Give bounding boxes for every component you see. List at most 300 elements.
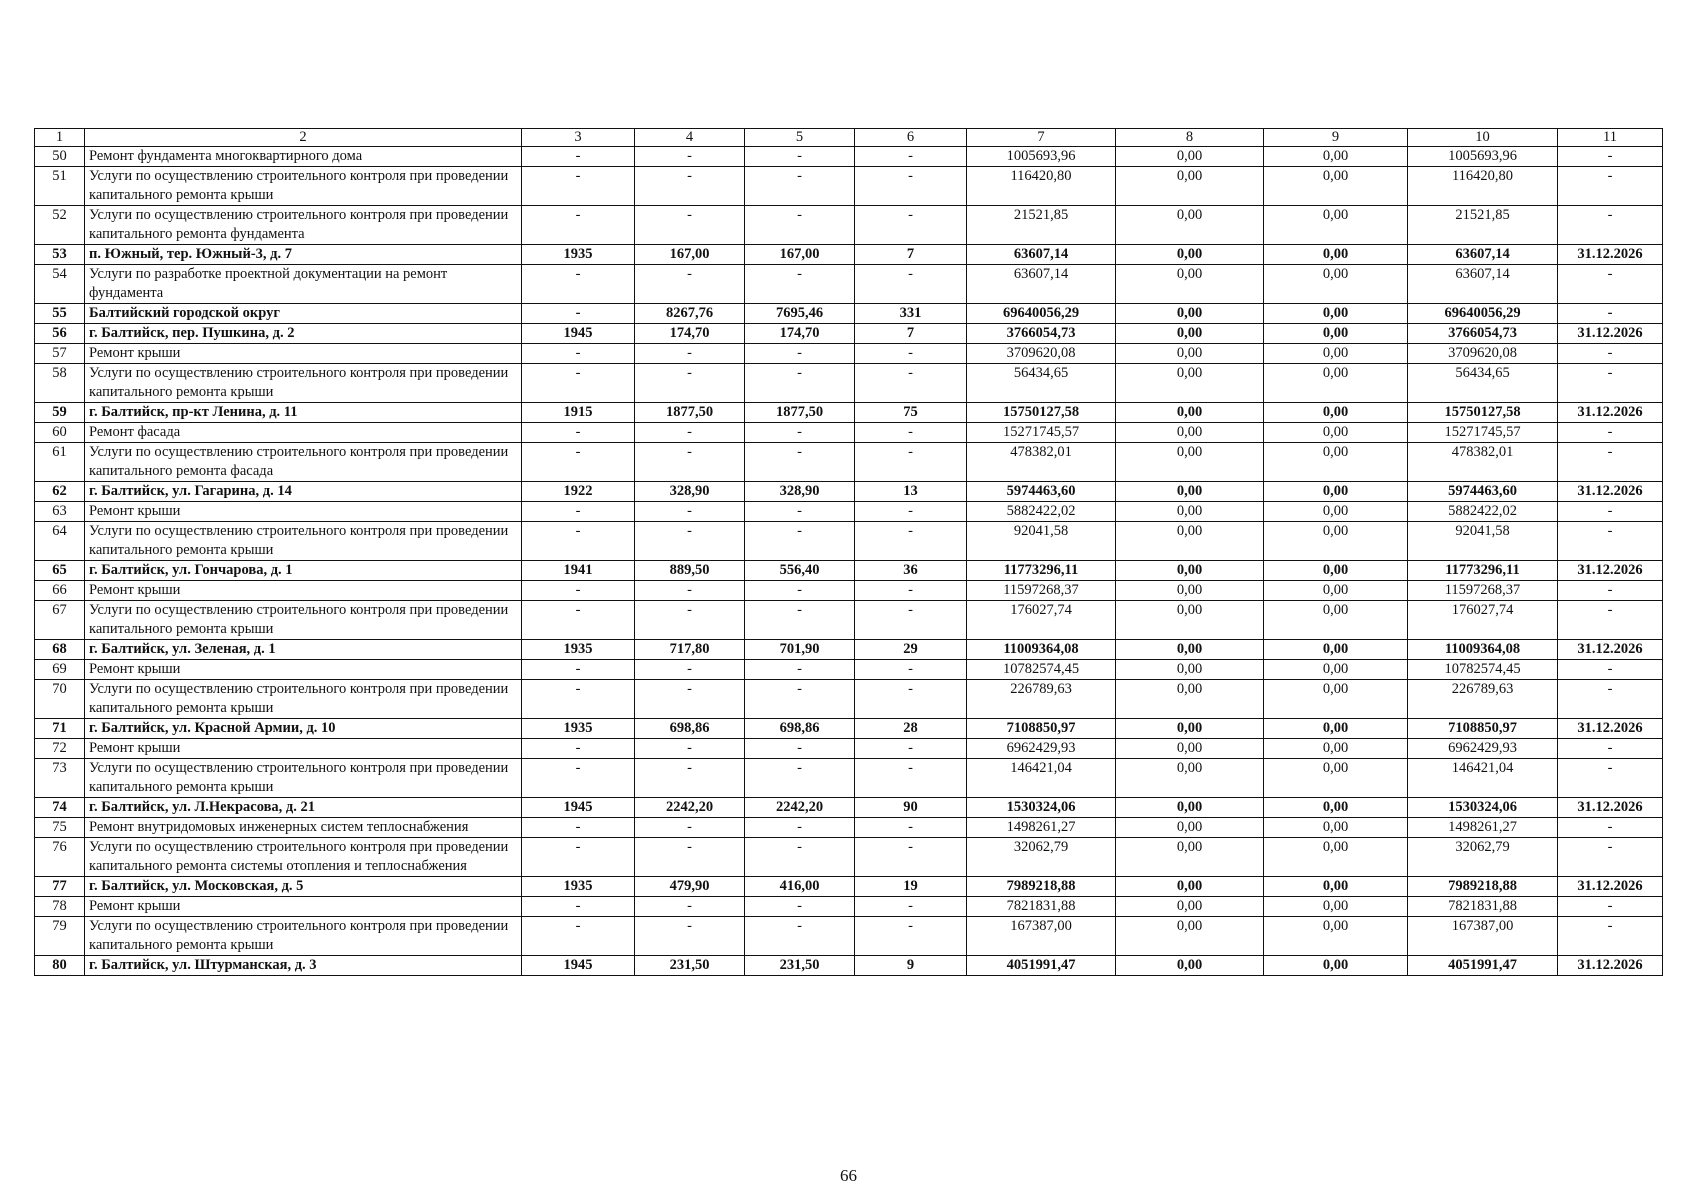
area-total-cell: - xyxy=(635,581,745,601)
header-cell: 6 xyxy=(855,129,967,147)
row-number-cell: 72 xyxy=(35,739,85,759)
owners-cost-cell: 176027,74 xyxy=(1408,601,1558,640)
area-living-cell: - xyxy=(745,818,855,838)
area-living-cell: - xyxy=(745,680,855,719)
deadline-cell: - xyxy=(1558,759,1663,798)
fund-cost-cell: 0,00 xyxy=(1116,344,1264,364)
description-cell: Услуги по осуществлению строительного контроля при проведении капитального ремонта крыши xyxy=(85,759,522,798)
fund-cost-cell: 0,00 xyxy=(1116,660,1264,680)
table-row xyxy=(35,502,1663,522)
description-cell: г. Балтийск, пер. Пушкина, д. 2 xyxy=(85,324,522,344)
budget-cost-cell: 0,00 xyxy=(1264,147,1408,167)
residents-cell: - xyxy=(855,423,967,443)
year-cell: - xyxy=(522,167,635,206)
area-total-cell: - xyxy=(635,423,745,443)
residents-cell: 9 xyxy=(855,956,967,976)
deadline-cell: 31.12.2026 xyxy=(1558,719,1663,739)
description-cell: Услуги по осуществлению строительного контроля при проведении капитального ремонта крыши xyxy=(85,601,522,640)
area-living-cell: 556,40 xyxy=(745,561,855,581)
area-living-cell: - xyxy=(745,265,855,304)
year-cell: - xyxy=(522,917,635,956)
year-cell: - xyxy=(522,147,635,167)
year-cell: 1915 xyxy=(522,403,635,423)
description-cell: Ремонт крыши xyxy=(85,581,522,601)
budget-cost-cell: 0,00 xyxy=(1264,640,1408,660)
area-total-cell: - xyxy=(635,838,745,877)
description-cell: г. Балтийск, ул. Гончарова, д. 1 xyxy=(85,561,522,581)
description-cell: Балтийский городской округ xyxy=(85,304,522,324)
year-cell: - xyxy=(522,344,635,364)
table-row xyxy=(35,759,1663,798)
owners-cost-cell: 226789,63 xyxy=(1408,680,1558,719)
description-cell: Услуги по осуществлению строительного контроля при проведении капитального ремонта фасада xyxy=(85,443,522,482)
description-cell: г. Балтийск, ул. Л.Некрасова, д. 21 xyxy=(85,798,522,818)
row-number-cell: 66 xyxy=(35,581,85,601)
area-living-cell: - xyxy=(745,838,855,877)
budget-cost-cell: 0,00 xyxy=(1264,443,1408,482)
table-row xyxy=(35,838,1663,877)
budget-cost-cell: 0,00 xyxy=(1264,719,1408,739)
description-cell: Ремонт крыши xyxy=(85,344,522,364)
fund-cost-cell: 0,00 xyxy=(1116,759,1264,798)
description-cell: Ремонт крыши xyxy=(85,897,522,917)
area-living-cell: - xyxy=(745,344,855,364)
total-cost-cell: 3766054,73 xyxy=(967,324,1116,344)
year-cell: - xyxy=(522,522,635,561)
row-number-cell: 71 xyxy=(35,719,85,739)
row-number-cell: 53 xyxy=(35,245,85,265)
owners-cost-cell: 1498261,27 xyxy=(1408,818,1558,838)
year-cell: - xyxy=(522,304,635,324)
residents-cell: 13 xyxy=(855,482,967,502)
deadline-cell: - xyxy=(1558,660,1663,680)
deadline-cell: 31.12.2026 xyxy=(1558,956,1663,976)
year-cell: - xyxy=(522,759,635,798)
table-row xyxy=(35,956,1663,976)
area-total-cell: - xyxy=(635,522,745,561)
area-total-cell: - xyxy=(635,660,745,680)
fund-cost-cell: 0,00 xyxy=(1116,265,1264,304)
row-number-cell: 74 xyxy=(35,798,85,818)
table-row xyxy=(35,877,1663,897)
residents-cell: 28 xyxy=(855,719,967,739)
deadline-cell: - xyxy=(1558,680,1663,719)
description-cell: г. Балтийск, ул. Гагарина, д. 14 xyxy=(85,482,522,502)
year-cell: - xyxy=(522,601,635,640)
total-cost-cell: 1530324,06 xyxy=(967,798,1116,818)
description-cell: Ремонт фундамента многоквартирного дома xyxy=(85,147,522,167)
description-cell: Ремонт фасада xyxy=(85,423,522,443)
fund-cost-cell: 0,00 xyxy=(1116,838,1264,877)
header-cell: 5 xyxy=(745,129,855,147)
total-cost-cell: 478382,01 xyxy=(967,443,1116,482)
residents-cell: - xyxy=(855,443,967,482)
residents-cell: 7 xyxy=(855,245,967,265)
deadline-cell: - xyxy=(1558,147,1663,167)
year-cell: 1935 xyxy=(522,719,635,739)
row-number-cell: 79 xyxy=(35,917,85,956)
description-cell: г. Балтийск, ул. Зеленая, д. 1 xyxy=(85,640,522,660)
row-number-cell: 78 xyxy=(35,897,85,917)
description-cell: Услуги по осуществлению строительного контроля при проведении капитального ремонта крыши xyxy=(85,364,522,403)
description-cell: Ремонт крыши xyxy=(85,502,522,522)
owners-cost-cell: 167387,00 xyxy=(1408,917,1558,956)
residents-cell: - xyxy=(855,502,967,522)
description-cell: г. Балтийск, ул. Красной Армии, д. 10 xyxy=(85,719,522,739)
deadline-cell: - xyxy=(1558,167,1663,206)
description-cell: Услуги по осуществлению строительного контроля при проведении капитального ремонта фундамента xyxy=(85,206,522,245)
area-total-cell: 1877,50 xyxy=(635,403,745,423)
table-row xyxy=(35,206,1663,245)
total-cost-cell: 146421,04 xyxy=(967,759,1116,798)
area-living-cell: 701,90 xyxy=(745,640,855,660)
document-sheet xyxy=(34,128,1662,976)
year-cell: 1941 xyxy=(522,561,635,581)
table-row xyxy=(35,167,1663,206)
fund-cost-cell: 0,00 xyxy=(1116,364,1264,403)
description-cell: г. Балтийск, пр-кт Ленина, д. 11 xyxy=(85,403,522,423)
description-cell: Услуги по осуществлению строительного контроля при проведении капитального ремонта системы отопления и теплоснабжения xyxy=(85,838,522,877)
budget-cost-cell: 0,00 xyxy=(1264,877,1408,897)
deadline-cell: 31.12.2026 xyxy=(1558,403,1663,423)
year-cell: 1945 xyxy=(522,956,635,976)
budget-cost-cell: 0,00 xyxy=(1264,502,1408,522)
fund-cost-cell: 0,00 xyxy=(1116,798,1264,818)
area-total-cell: 2242,20 xyxy=(635,798,745,818)
fund-cost-cell: 0,00 xyxy=(1116,640,1264,660)
area-total-cell: 479,90 xyxy=(635,877,745,897)
residents-cell: - xyxy=(855,265,967,304)
header-cell: 10 xyxy=(1408,129,1558,147)
area-living-cell: 328,90 xyxy=(745,482,855,502)
residents-cell: 90 xyxy=(855,798,967,818)
header-cell: 7 xyxy=(967,129,1116,147)
deadline-cell: - xyxy=(1558,818,1663,838)
residents-cell: - xyxy=(855,522,967,561)
fund-cost-cell: 0,00 xyxy=(1116,167,1264,206)
budget-cost-cell: 0,00 xyxy=(1264,522,1408,561)
year-cell: - xyxy=(522,838,635,877)
owners-cost-cell: 3766054,73 xyxy=(1408,324,1558,344)
deadline-cell: - xyxy=(1558,364,1663,403)
total-cost-cell: 32062,79 xyxy=(967,838,1116,877)
owners-cost-cell: 5882422,02 xyxy=(1408,502,1558,522)
deadline-cell: 31.12.2026 xyxy=(1558,482,1663,502)
area-total-cell: - xyxy=(635,759,745,798)
owners-cost-cell: 7989218,88 xyxy=(1408,877,1558,897)
area-living-cell: - xyxy=(745,739,855,759)
table-row xyxy=(35,719,1663,739)
total-cost-cell: 7989218,88 xyxy=(967,877,1116,897)
year-cell: - xyxy=(522,364,635,403)
area-living-cell: 2242,20 xyxy=(745,798,855,818)
table-row xyxy=(35,680,1663,719)
budget-cost-cell: 0,00 xyxy=(1264,403,1408,423)
owners-cost-cell: 56434,65 xyxy=(1408,364,1558,403)
description-cell: г. Балтийск, ул. Московская, д. 5 xyxy=(85,877,522,897)
deadline-cell: - xyxy=(1558,502,1663,522)
fund-cost-cell: 0,00 xyxy=(1116,147,1264,167)
row-number-cell: 77 xyxy=(35,877,85,897)
budget-cost-cell: 0,00 xyxy=(1264,265,1408,304)
area-total-cell: - xyxy=(635,265,745,304)
total-cost-cell: 11773296,11 xyxy=(967,561,1116,581)
description-cell: Услуги по разработке проектной документации на ремонт фундамента xyxy=(85,265,522,304)
year-cell: 1945 xyxy=(522,798,635,818)
year-cell: - xyxy=(522,502,635,522)
residents-cell: - xyxy=(855,660,967,680)
owners-cost-cell: 10782574,45 xyxy=(1408,660,1558,680)
deadline-cell: 31.12.2026 xyxy=(1558,798,1663,818)
budget-cost-cell: 0,00 xyxy=(1264,897,1408,917)
row-number-cell: 62 xyxy=(35,482,85,502)
owners-cost-cell: 63607,14 xyxy=(1408,245,1558,265)
area-total-cell: 698,86 xyxy=(635,719,745,739)
owners-cost-cell: 63607,14 xyxy=(1408,265,1558,304)
year-cell: - xyxy=(522,443,635,482)
budget-cost-cell: 0,00 xyxy=(1264,798,1408,818)
residents-cell: 19 xyxy=(855,877,967,897)
header-cell: 4 xyxy=(635,129,745,147)
residents-cell: 7 xyxy=(855,324,967,344)
table-row xyxy=(35,818,1663,838)
fund-cost-cell: 0,00 xyxy=(1116,581,1264,601)
capital-repair-table xyxy=(34,128,1663,976)
deadline-cell: - xyxy=(1558,601,1663,640)
owners-cost-cell: 7108850,97 xyxy=(1408,719,1558,739)
area-living-cell: - xyxy=(745,601,855,640)
area-total-cell: - xyxy=(635,147,745,167)
budget-cost-cell: 0,00 xyxy=(1264,245,1408,265)
table-row xyxy=(35,443,1663,482)
owners-cost-cell: 5974463,60 xyxy=(1408,482,1558,502)
total-cost-cell: 3709620,08 xyxy=(967,344,1116,364)
year-cell: - xyxy=(522,581,635,601)
deadline-cell: - xyxy=(1558,581,1663,601)
table-row xyxy=(35,897,1663,917)
owners-cost-cell: 146421,04 xyxy=(1408,759,1558,798)
row-number-cell: 68 xyxy=(35,640,85,660)
budget-cost-cell: 0,00 xyxy=(1264,167,1408,206)
total-cost-cell: 1498261,27 xyxy=(967,818,1116,838)
total-cost-cell: 11009364,08 xyxy=(967,640,1116,660)
owners-cost-cell: 478382,01 xyxy=(1408,443,1558,482)
description-cell: Ремонт крыши xyxy=(85,739,522,759)
area-living-cell: 174,70 xyxy=(745,324,855,344)
residents-cell: - xyxy=(855,601,967,640)
row-number-cell: 75 xyxy=(35,818,85,838)
row-number-cell: 51 xyxy=(35,167,85,206)
deadline-cell: 31.12.2026 xyxy=(1558,561,1663,581)
area-living-cell: - xyxy=(745,917,855,956)
fund-cost-cell: 0,00 xyxy=(1116,897,1264,917)
residents-cell: - xyxy=(855,581,967,601)
fund-cost-cell: 0,00 xyxy=(1116,482,1264,502)
description-cell: Услуги по осуществлению строительного контроля при проведении капитального ремонта крыши xyxy=(85,522,522,561)
area-living-cell: 167,00 xyxy=(745,245,855,265)
total-cost-cell: 116420,80 xyxy=(967,167,1116,206)
total-cost-cell: 167387,00 xyxy=(967,917,1116,956)
deadline-cell: 31.12.2026 xyxy=(1558,877,1663,897)
table-row xyxy=(35,482,1663,502)
fund-cost-cell: 0,00 xyxy=(1116,245,1264,265)
year-cell: 1935 xyxy=(522,877,635,897)
table-row xyxy=(35,522,1663,561)
deadline-cell: - xyxy=(1558,344,1663,364)
deadline-cell: 31.12.2026 xyxy=(1558,245,1663,265)
budget-cost-cell: 0,00 xyxy=(1264,482,1408,502)
budget-cost-cell: 0,00 xyxy=(1264,917,1408,956)
owners-cost-cell: 15271745,57 xyxy=(1408,423,1558,443)
row-number-cell: 59 xyxy=(35,403,85,423)
total-cost-cell: 176027,74 xyxy=(967,601,1116,640)
area-living-cell: 416,00 xyxy=(745,877,855,897)
residents-cell: - xyxy=(855,206,967,245)
description-cell: Ремонт внутридомовых инженерных систем теплоснабжения xyxy=(85,818,522,838)
fund-cost-cell: 0,00 xyxy=(1116,423,1264,443)
total-cost-cell: 226789,63 xyxy=(967,680,1116,719)
year-cell: 1935 xyxy=(522,640,635,660)
row-number-cell: 63 xyxy=(35,502,85,522)
budget-cost-cell: 0,00 xyxy=(1264,956,1408,976)
owners-cost-cell: 11597268,37 xyxy=(1408,581,1558,601)
deadline-cell: - xyxy=(1558,897,1663,917)
area-total-cell: 174,70 xyxy=(635,324,745,344)
table-row xyxy=(35,245,1663,265)
table-body xyxy=(35,129,1663,976)
area-living-cell: - xyxy=(745,581,855,601)
fund-cost-cell: 0,00 xyxy=(1116,601,1264,640)
area-living-cell: 1877,50 xyxy=(745,403,855,423)
deadline-cell: - xyxy=(1558,739,1663,759)
description-cell: г. Балтийск, ул. Штурманская, д. 3 xyxy=(85,956,522,976)
area-living-cell: - xyxy=(745,364,855,403)
area-living-cell: - xyxy=(745,522,855,561)
description-cell: Ремонт крыши xyxy=(85,660,522,680)
row-number-cell: 67 xyxy=(35,601,85,640)
area-total-cell: - xyxy=(635,897,745,917)
header-cell: 11 xyxy=(1558,129,1663,147)
fund-cost-cell: 0,00 xyxy=(1116,324,1264,344)
residents-cell: - xyxy=(855,147,967,167)
residents-cell: 29 xyxy=(855,640,967,660)
owners-cost-cell: 3709620,08 xyxy=(1408,344,1558,364)
deadline-cell: - xyxy=(1558,423,1663,443)
budget-cost-cell: 0,00 xyxy=(1264,838,1408,877)
total-cost-cell: 69640056,29 xyxy=(967,304,1116,324)
table-row xyxy=(35,423,1663,443)
area-total-cell: - xyxy=(635,917,745,956)
year-cell: - xyxy=(522,206,635,245)
area-total-cell: - xyxy=(635,601,745,640)
description-cell: Услуги по осуществлению строительного контроля при проведении капитального ремонта крыши xyxy=(85,680,522,719)
year-cell: 1945 xyxy=(522,324,635,344)
budget-cost-cell: 0,00 xyxy=(1264,660,1408,680)
area-living-cell: - xyxy=(745,443,855,482)
total-cost-cell: 6962429,93 xyxy=(967,739,1116,759)
budget-cost-cell: 0,00 xyxy=(1264,561,1408,581)
budget-cost-cell: 0,00 xyxy=(1264,739,1408,759)
deadline-cell: - xyxy=(1558,838,1663,877)
row-number-cell: 57 xyxy=(35,344,85,364)
table-row xyxy=(35,265,1663,304)
row-number-cell: 54 xyxy=(35,265,85,304)
header-cell: 3 xyxy=(522,129,635,147)
header-cell: 2 xyxy=(85,129,522,147)
area-total-cell: - xyxy=(635,680,745,719)
area-living-cell: 231,50 xyxy=(745,956,855,976)
deadline-cell: 31.12.2026 xyxy=(1558,640,1663,660)
residents-cell: - xyxy=(855,739,967,759)
total-cost-cell: 92041,58 xyxy=(967,522,1116,561)
fund-cost-cell: 0,00 xyxy=(1116,877,1264,897)
residents-cell: - xyxy=(855,897,967,917)
area-total-cell: 8267,76 xyxy=(635,304,745,324)
description-cell: Услуги по осуществлению строительного контроля при проведении капитального ремонта крыши xyxy=(85,917,522,956)
area-total-cell: 231,50 xyxy=(635,956,745,976)
area-living-cell: - xyxy=(745,167,855,206)
year-cell: - xyxy=(522,660,635,680)
residents-cell: - xyxy=(855,838,967,877)
table-row xyxy=(35,147,1663,167)
residents-cell: - xyxy=(855,917,967,956)
area-living-cell: 698,86 xyxy=(745,719,855,739)
area-living-cell: - xyxy=(745,147,855,167)
residents-cell: 75 xyxy=(855,403,967,423)
fund-cost-cell: 0,00 xyxy=(1116,719,1264,739)
year-cell: - xyxy=(522,423,635,443)
area-total-cell: - xyxy=(635,206,745,245)
fund-cost-cell: 0,00 xyxy=(1116,956,1264,976)
area-total-cell: - xyxy=(635,502,745,522)
fund-cost-cell: 0,00 xyxy=(1116,304,1264,324)
deadline-cell: - xyxy=(1558,917,1663,956)
year-cell: 1922 xyxy=(522,482,635,502)
budget-cost-cell: 0,00 xyxy=(1264,680,1408,719)
fund-cost-cell: 0,00 xyxy=(1116,522,1264,561)
owners-cost-cell: 92041,58 xyxy=(1408,522,1558,561)
row-number-cell: 69 xyxy=(35,660,85,680)
deadline-cell: - xyxy=(1558,443,1663,482)
owners-cost-cell: 15750127,58 xyxy=(1408,403,1558,423)
residents-cell: 331 xyxy=(855,304,967,324)
deadline-cell: - xyxy=(1558,522,1663,561)
table-row xyxy=(35,561,1663,581)
total-cost-cell: 56434,65 xyxy=(967,364,1116,403)
residents-cell: - xyxy=(855,759,967,798)
header-cell: 8 xyxy=(1116,129,1264,147)
owners-cost-cell: 69640056,29 xyxy=(1408,304,1558,324)
budget-cost-cell: 0,00 xyxy=(1264,818,1408,838)
table-row xyxy=(35,324,1663,344)
year-cell: - xyxy=(522,265,635,304)
area-total-cell: - xyxy=(635,818,745,838)
owners-cost-cell: 7821831,88 xyxy=(1408,897,1558,917)
row-number-cell: 52 xyxy=(35,206,85,245)
owners-cost-cell: 116420,80 xyxy=(1408,167,1558,206)
area-living-cell: - xyxy=(745,897,855,917)
table-row xyxy=(35,798,1663,818)
residents-cell: - xyxy=(855,680,967,719)
area-total-cell: - xyxy=(635,167,745,206)
fund-cost-cell: 0,00 xyxy=(1116,739,1264,759)
area-total-cell: 167,00 xyxy=(635,245,745,265)
area-total-cell: 328,90 xyxy=(635,482,745,502)
owners-cost-cell: 4051991,47 xyxy=(1408,956,1558,976)
fund-cost-cell: 0,00 xyxy=(1116,443,1264,482)
description-cell: Услуги по осуществлению строительного контроля при проведении капитального ремонта крыши xyxy=(85,167,522,206)
area-total-cell: 889,50 xyxy=(635,561,745,581)
